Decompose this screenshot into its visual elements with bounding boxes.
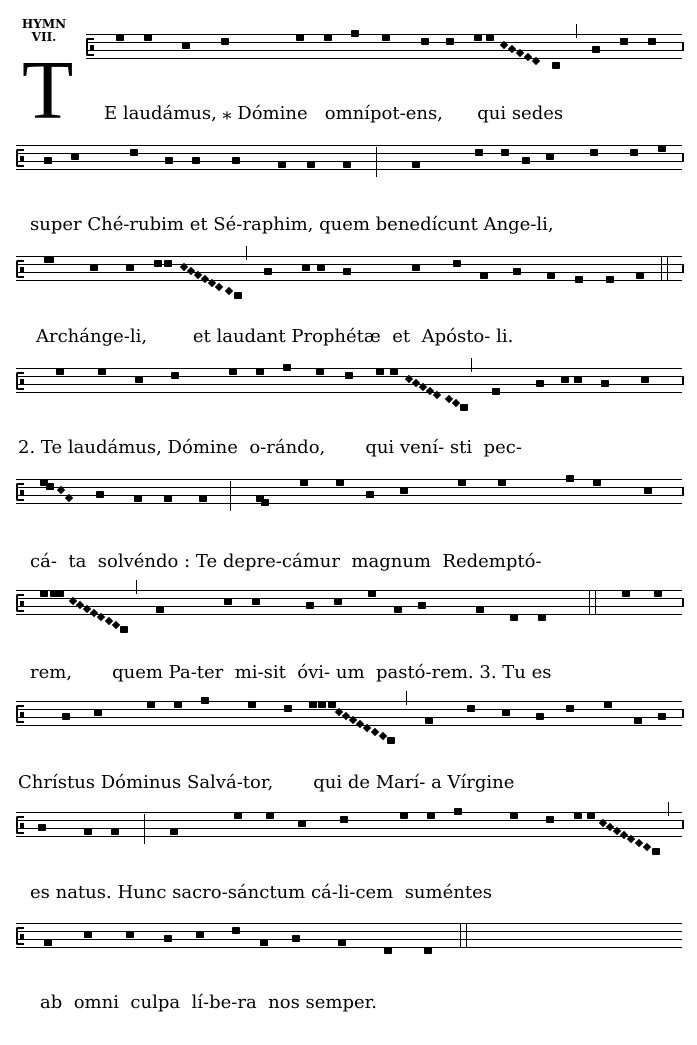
half-bar xyxy=(230,481,231,511)
punctum-note xyxy=(174,701,182,708)
punctum-note xyxy=(418,602,426,609)
punctum-note xyxy=(382,34,390,41)
rhombus-note xyxy=(379,732,387,740)
lyric-line: Chrístus Dóminus Salvá-tor, qui de Marí- a Vírgine xyxy=(18,772,515,793)
punctum-note xyxy=(307,161,315,168)
staff-line xyxy=(16,169,682,170)
punctum-note xyxy=(300,479,308,486)
punctum-note xyxy=(400,487,408,494)
punctum-note xyxy=(56,590,64,597)
lyric-line: cá- ta solvéndo : Te depre-cámur magnum Redemptó- xyxy=(30,551,542,572)
punctum-note xyxy=(278,161,286,168)
custos-icon xyxy=(682,487,684,496)
punctum-note xyxy=(606,276,614,283)
staff-line xyxy=(86,42,682,43)
punctum-note xyxy=(224,598,232,605)
punctum-note xyxy=(234,812,242,819)
custos-icon xyxy=(682,264,684,273)
punctum-note xyxy=(590,149,598,156)
punctum-note xyxy=(232,927,240,934)
staff-line xyxy=(16,264,682,265)
punctum-note xyxy=(658,713,666,720)
punctum-note xyxy=(316,368,324,375)
punctum-note xyxy=(46,483,54,490)
punctum-note xyxy=(387,737,395,744)
punctum-note xyxy=(248,701,256,708)
punctum-note xyxy=(538,614,546,621)
staff-3 xyxy=(16,256,682,290)
rhombus-note xyxy=(643,843,651,851)
punctum-note xyxy=(453,260,461,267)
punctum-note xyxy=(328,701,336,708)
punctum-note xyxy=(513,268,521,275)
staff-line xyxy=(16,725,682,726)
punctum-note xyxy=(116,34,124,41)
punctum-note xyxy=(256,368,264,375)
punctum-note xyxy=(84,828,92,835)
staff-line xyxy=(16,145,682,146)
rhombus-note xyxy=(452,399,460,407)
punctum-note xyxy=(260,939,268,946)
do-clef-icon xyxy=(16,483,24,501)
punctum-note xyxy=(261,499,269,506)
do-clef-icon xyxy=(16,705,24,723)
punctum-note xyxy=(390,368,398,375)
punctum-note xyxy=(510,614,518,621)
punctum-note xyxy=(164,260,172,267)
punctum-note xyxy=(283,364,291,371)
punctum-note xyxy=(144,34,152,41)
staff-line xyxy=(16,923,682,924)
lyric-line: ab omni culpa lí-be-ra nos semper. xyxy=(40,992,378,1013)
quarter-bar xyxy=(668,802,669,816)
punctum-note xyxy=(460,404,468,411)
punctum-note xyxy=(592,46,600,53)
punctum-note xyxy=(309,701,317,708)
do-clef-icon xyxy=(16,816,24,834)
do-clef-icon xyxy=(86,38,94,56)
punctum-note xyxy=(196,931,204,938)
punctum-note xyxy=(252,598,260,605)
punctum-note xyxy=(620,38,628,45)
staff-line xyxy=(16,256,682,257)
do-clef-icon xyxy=(16,594,24,612)
rhombus-note xyxy=(225,287,233,295)
punctum-note xyxy=(201,697,209,704)
lyric-line: E laudámus, ⁎ Dómine omnípot-ens, qui sedes xyxy=(104,103,564,124)
staff-line xyxy=(16,153,682,154)
punctum-note xyxy=(421,38,429,45)
punctum-note xyxy=(130,149,138,156)
punctum-note xyxy=(298,820,306,827)
punctum-note xyxy=(467,705,475,712)
lyric-line: 2. Te laudámus, Dómine o-rándo, qui vení- sti pec- xyxy=(18,437,522,458)
punctum-note xyxy=(302,264,310,271)
punctum-note xyxy=(296,34,304,41)
punctum-note xyxy=(547,272,555,279)
punctum-note xyxy=(126,931,134,938)
do-clef-icon xyxy=(16,260,24,278)
punctum-note xyxy=(62,713,70,720)
punctum-note xyxy=(164,935,172,942)
staff-5 xyxy=(16,479,682,513)
lyric-line: rem, quem Pa-ter mi-sit óvi- um pastó-rem. 3. Tu es xyxy=(30,662,552,683)
punctum-note xyxy=(192,157,200,164)
quarter-bar xyxy=(406,691,407,705)
staff-line xyxy=(16,931,682,932)
custos-icon xyxy=(682,153,684,162)
punctum-note xyxy=(368,590,376,597)
lyric-line: Archánge-li, et laudant Prophétæ et Apósto- li. xyxy=(36,326,514,347)
punctum-note xyxy=(44,939,52,946)
punctum-note xyxy=(546,153,554,160)
punctum-note xyxy=(156,606,164,613)
punctum-note xyxy=(284,705,292,712)
staff-line xyxy=(16,812,682,813)
staff-line xyxy=(16,701,682,702)
staff-line xyxy=(16,392,682,393)
punctum-note xyxy=(94,709,102,716)
custos-icon xyxy=(682,376,684,385)
staff-6 xyxy=(16,590,682,624)
punctum-note xyxy=(90,264,98,271)
punctum-note xyxy=(424,947,432,954)
punctum-note xyxy=(165,157,173,164)
punctum-note xyxy=(306,602,314,609)
staff-line xyxy=(86,58,682,59)
staff-line xyxy=(16,487,682,488)
punctum-note xyxy=(454,808,462,815)
punctum-note xyxy=(38,824,46,831)
punctum-note xyxy=(622,590,630,597)
staff-8 xyxy=(16,812,682,846)
quarter-bar xyxy=(246,246,247,260)
punctum-note xyxy=(340,816,348,823)
staff-line xyxy=(16,503,682,504)
punctum-note xyxy=(264,268,272,275)
punctum-note xyxy=(111,828,119,835)
punctum-note xyxy=(170,828,178,835)
punctum-note xyxy=(229,368,237,375)
quarter-bar xyxy=(471,358,472,372)
custos-icon xyxy=(682,598,684,607)
staff-line xyxy=(16,479,682,480)
punctum-note xyxy=(636,272,644,279)
punctum-note xyxy=(480,272,488,279)
punctum-note xyxy=(587,812,595,819)
punctum-note xyxy=(412,161,420,168)
do-clef-icon xyxy=(16,149,24,167)
staff-line xyxy=(16,709,682,710)
punctum-note xyxy=(266,812,274,819)
staff-line xyxy=(16,384,682,385)
punctum-note xyxy=(334,598,342,605)
punctum-note xyxy=(475,149,483,156)
staff-4 xyxy=(16,368,682,402)
do-clef-icon xyxy=(16,372,24,390)
staff-2 xyxy=(16,145,682,179)
staff-line xyxy=(16,495,682,496)
punctum-note xyxy=(510,812,518,819)
punctum-note xyxy=(292,935,300,942)
staff-7 xyxy=(16,701,682,735)
punctum-note xyxy=(126,264,134,271)
rhombus-note xyxy=(215,283,223,291)
punctum-note xyxy=(134,495,142,502)
quarter-bar xyxy=(136,580,137,594)
custos-icon xyxy=(682,709,684,718)
punctum-note xyxy=(536,713,544,720)
punctum-note xyxy=(98,368,106,375)
punctum-note xyxy=(221,38,229,45)
punctum-note xyxy=(46,256,54,263)
punctum-note xyxy=(171,372,179,379)
punctum-note xyxy=(336,479,344,486)
punctum-note xyxy=(120,626,128,633)
punctum-note xyxy=(412,264,420,271)
punctum-note xyxy=(343,268,351,275)
punctum-note xyxy=(232,157,240,164)
lyric-line: es natus. Hunc sacro-sánctum cá-li-cem suméntes xyxy=(30,882,492,903)
punctum-note xyxy=(345,372,353,379)
staff-9 xyxy=(16,923,682,957)
punctum-note xyxy=(425,717,433,724)
punctum-note xyxy=(366,491,374,498)
punctum-note xyxy=(575,276,583,283)
punctum-note xyxy=(601,380,609,387)
punctum-note xyxy=(338,939,346,946)
punctum-note xyxy=(182,42,190,49)
punctum-note xyxy=(427,812,435,819)
half-bar xyxy=(376,147,377,177)
punctum-note xyxy=(351,30,359,37)
punctum-note xyxy=(318,701,326,708)
punctum-note xyxy=(522,157,530,164)
punctum-note xyxy=(343,161,351,168)
punctum-note xyxy=(566,705,574,712)
punctum-note xyxy=(44,157,52,164)
punctum-note xyxy=(394,606,402,613)
punctum-note xyxy=(498,479,506,486)
punctum-note xyxy=(634,717,642,724)
staff-line xyxy=(16,368,682,369)
punctum-note xyxy=(644,487,652,494)
custos-icon xyxy=(682,42,684,51)
punctum-note xyxy=(400,812,408,819)
half-bar xyxy=(144,814,145,844)
punctum-note xyxy=(164,495,172,502)
punctum-note xyxy=(604,701,612,708)
punctum-note xyxy=(546,816,554,823)
punctum-note xyxy=(486,34,494,41)
punctum-note xyxy=(652,848,660,855)
staff-line xyxy=(16,820,682,821)
punctum-note xyxy=(492,388,500,395)
staff-line xyxy=(16,614,682,615)
punctum-note xyxy=(147,701,155,708)
punctum-note xyxy=(317,264,325,271)
punctum-note xyxy=(561,376,569,383)
staff-line xyxy=(16,947,682,948)
punctum-note xyxy=(593,479,601,486)
quarter-bar xyxy=(576,24,577,38)
rhombus-note xyxy=(112,621,120,629)
punctum-note xyxy=(536,380,544,387)
staff-line xyxy=(16,836,682,837)
hymn-label-text: HYMN xyxy=(21,17,67,31)
punctum-note xyxy=(324,34,332,41)
punctum-note xyxy=(574,376,582,383)
double-bar xyxy=(460,923,467,947)
hymn-number: VII. xyxy=(31,30,57,44)
punctum-note xyxy=(234,292,242,299)
punctum-note xyxy=(476,606,484,613)
double-bar xyxy=(661,256,668,280)
punctum-note xyxy=(56,368,64,375)
punctum-note xyxy=(40,590,48,597)
punctum-note xyxy=(154,260,162,267)
staff-line xyxy=(16,590,682,591)
staff-line xyxy=(16,598,682,599)
punctum-note xyxy=(648,38,656,45)
punctum-note xyxy=(384,947,392,954)
custos-icon xyxy=(682,820,684,829)
punctum-note xyxy=(552,62,560,69)
hymn-label xyxy=(20,18,68,44)
punctum-note xyxy=(376,368,384,375)
punctum-note xyxy=(574,812,582,819)
punctum-note xyxy=(502,709,510,716)
initial-letter: T xyxy=(22,44,74,137)
punctum-note xyxy=(84,931,92,938)
staff-line xyxy=(16,606,682,607)
punctum-note xyxy=(566,475,574,482)
punctum-note xyxy=(71,153,79,160)
double-bar xyxy=(589,590,596,614)
lyric-line: super Ché-rubim et Sé-raphim, quem benedícunt Ange-li, xyxy=(30,214,554,235)
punctum-note xyxy=(96,491,104,498)
punctum-note xyxy=(654,590,662,597)
punctum-note xyxy=(474,34,482,41)
punctum-note xyxy=(199,495,207,502)
punctum-note xyxy=(641,376,649,383)
do-clef-icon xyxy=(16,927,24,945)
staff-1 xyxy=(86,34,682,68)
punctum-note xyxy=(501,149,509,156)
punctum-note xyxy=(446,38,454,45)
punctum-note xyxy=(135,376,143,383)
punctum-note xyxy=(630,149,638,156)
staff-line xyxy=(16,939,682,940)
punctum-note xyxy=(658,145,666,152)
punctum-note xyxy=(458,479,466,486)
